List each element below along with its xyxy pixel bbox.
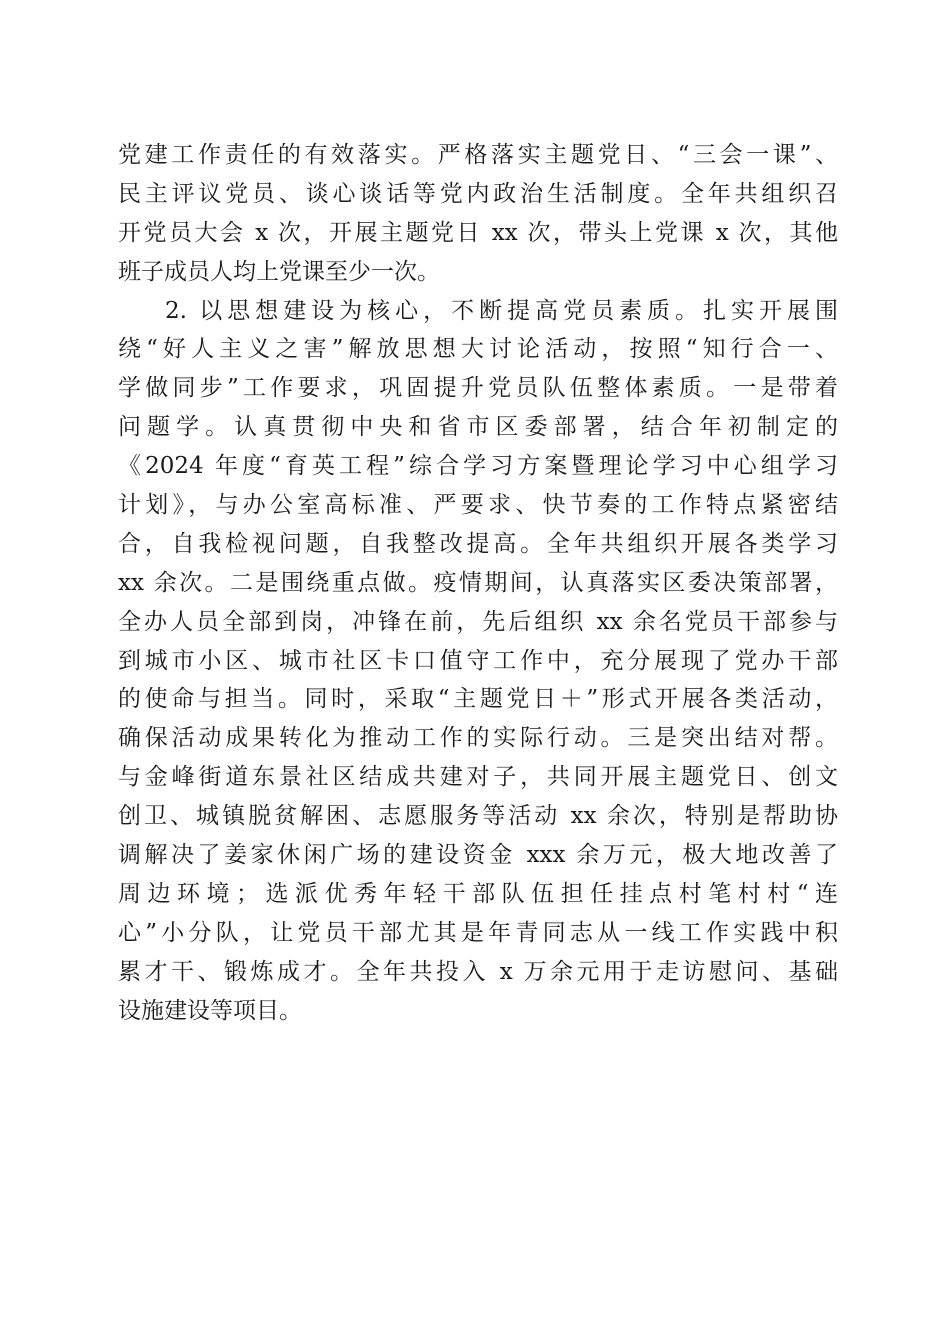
text-line: 学做同步”工作要求，巩固提升党员队伍整体素质。一是带着 bbox=[118, 375, 838, 402]
text-line: 创卫、城镇脱贫解困、志愿服务等活动 xx 余次，特别是帮助协 bbox=[118, 803, 838, 830]
paragraph-1 bbox=[118, 136, 838, 292]
text-line: 全办人员全部到岗，冲锋在前，先后组织 xx 余名党员干部参与 bbox=[118, 608, 838, 635]
text-line: 班子成员人均上党课至少一次。 bbox=[118, 258, 440, 285]
text-line: 《2024 年度“育英工程”综合学习方案暨理论学习中心组学习 bbox=[118, 453, 838, 480]
text-line: 民主评议党员、谈心谈话等党内政治生活制度。全年共组织召 bbox=[118, 180, 838, 207]
text-line: 的使命与担当。同时，采取“主题党日＋”形式开展各类活动， bbox=[118, 686, 838, 713]
text-line: 2. 以思想建设为核心，不断提高党员素质。扎实开展围 bbox=[165, 297, 838, 324]
text-line: 开党员大会 x 次，开展主题党日 xx 次，带头上党课 x 次，其他 bbox=[118, 219, 838, 246]
body-text bbox=[118, 136, 838, 1030]
text-line: 与金峰街道东景社区结成共建对子，共同开展主题党日、创文 bbox=[118, 764, 838, 791]
paragraph-2 bbox=[118, 292, 838, 1031]
text-line: 问题学。认真贯彻中央和省市区委部署，结合年初制定的 bbox=[118, 414, 838, 441]
text-line: 绕“好人主义之害”解放思想大讨论活动，按照“知行合一、 bbox=[118, 336, 838, 363]
text-line: 到城市小区、城市社区卡口值守工作中，充分展现了党办干部 bbox=[118, 647, 838, 674]
text-line: 确保活动成果转化为推动工作的实际行动。三是突出结对帮。 bbox=[118, 725, 838, 752]
text-line: 计划》，与办公室高标准、严要求、快节奏的工作特点紧密结 bbox=[118, 492, 838, 519]
text-line: xx 余次。二是围绕重点做。疫情期间，认真落实区委决策部署， bbox=[118, 569, 838, 596]
text-line: 心”小分队，让党员干部尤其是年青同志从一线工作实践中积 bbox=[118, 919, 838, 946]
text-line: 周边环境；选派优秀年轻干部队伍担任挂点村笔村村“连 bbox=[118, 880, 838, 907]
text-line: 调解决了姜家休闲广场的建设资金 xxx 余万元，极大地改善了 bbox=[118, 842, 838, 869]
text-line: 合，自我检视问题，自我整改提高。全年共组织开展各类学习 bbox=[118, 530, 838, 557]
text-line: 党建工作责任的有效落实。严格落实主题党日、“三会一课”、 bbox=[118, 142, 838, 168]
text-line: 累才干、锻炼成才。全年共投入 x 万余元用于走访慰问、基础 bbox=[118, 958, 838, 985]
text-line: 设施建设等项目。 bbox=[118, 997, 302, 1024]
